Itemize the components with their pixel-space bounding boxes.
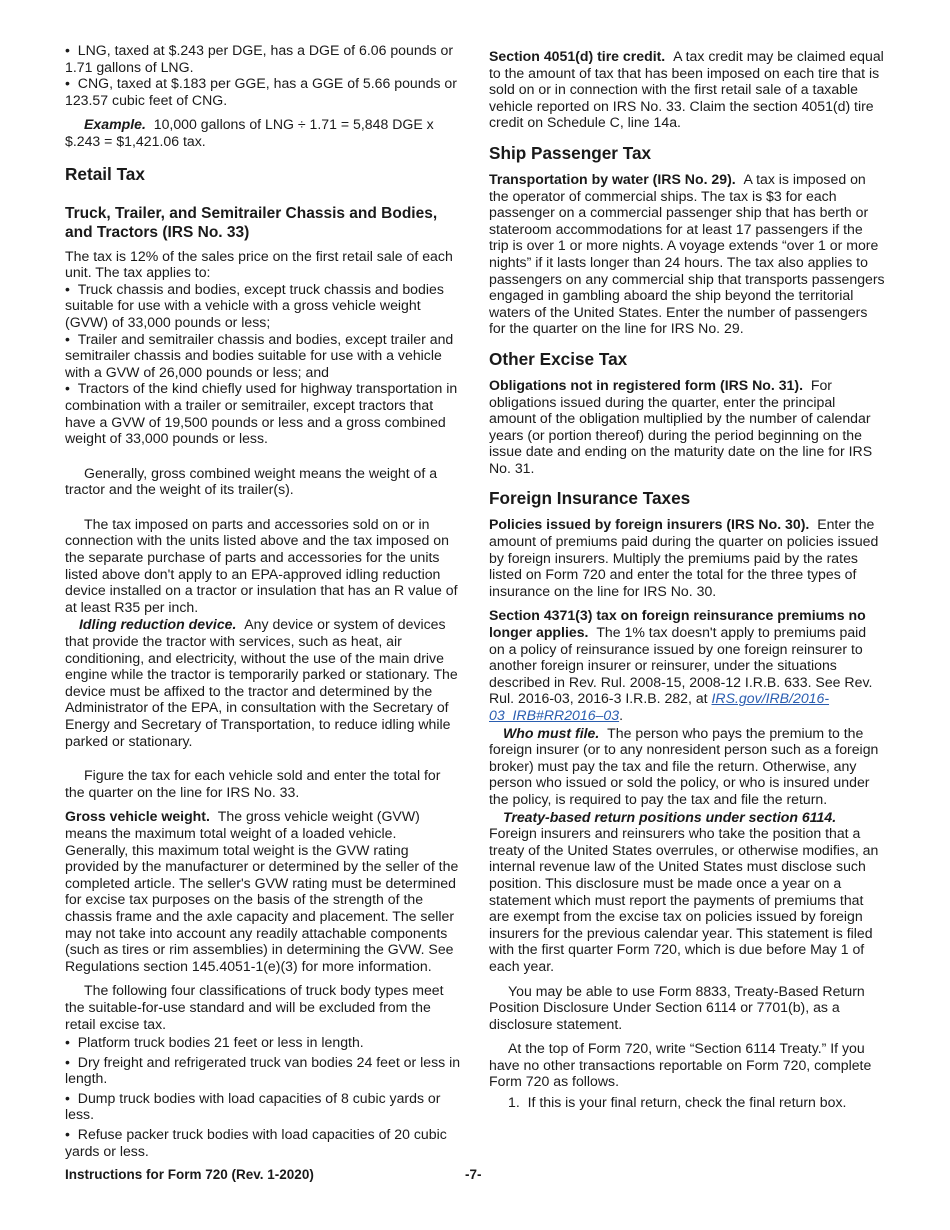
ship-passenger-paragraph [489,171,885,337]
tire-credit-label: Section 4051(d) tire credit. [489,48,666,64]
list-item: • Trailer and semitrailer chassis and bodies, except trailer and semitrailer chassis and bodies suitable for use with a vehicle with a GVW of 26,000 pounds or less; and [65,331,461,381]
reinsurance-end: . [619,707,623,723]
policies-text: Enter the amount of premiums paid during the quarter on policies issued by foreign insurers. Multiply the premiums paid by the rates listed on Form 720 and enter the total for the three types of insurance on the line for IRS No. 30. [489,516,879,599]
gvw-label: Gross vehicle weight. [65,808,210,825]
revenue-ruling-link[interactable]: IRS.gov/IRB/2016-03_IRB#RR2016–03 [489,690,830,723]
tire-credit-text: A tax credit may be claimed equal to the amount of tax that has been imposed on each tire that is sold on or in connection with the first retail sale of a taxable vehicle reported on IRS No. 33. Claim the section 4051(d) tire credit on Schedule C, line 14a. [489,48,884,131]
other-excise-heading: Other Excise Tax [489,348,628,369]
example-paragraph [65,116,461,149]
footer-title: Instructions for Form 720 (Rev. 1-2020) [65,1167,314,1182]
classification-paragraph: The following four classifications of truck body types meet the suitable-for-use standard and will be excluded from the retail excise tax. [65,982,444,1032]
gvw-paragraph [65,808,461,974]
example-text: 10,000 gallons of LNG ÷ 1.71 = 5,848 DGE x $.243 = $1,421.06 tax. [65,116,434,149]
truck-bullet-list [65,281,461,447]
list-item: • LNG, taxed at $.243 per DGE, has a DGE of 6.06 pounds or 1.71 gallons of LNG. [65,42,461,75]
body-type-bullet-list [65,1034,461,1159]
idling-text: Any device or system of devices that provide the tractor with services, such as heat, air conditioning, and electricity, without the use of the main drive engine while the tractor is temporarily parked or stationary. The device must be affixed to the tractor and determined by the Administrator of the EPA, in consultation with the Secretary of Energy and Secretary of Transportation, to reduce idling while parked or stationary. [65,616,458,749]
left-column [65,42,461,1159]
list-item: • Dry freight and refrigerated truck van bodies 24 feet or less in length. [65,1054,461,1087]
truck-intro: The tax is 12% of the sales price on the first retail sale of each unit. The tax applies to: [65,247,453,281]
who-must-file-label: Who must file. [503,724,600,741]
tire-credit-paragraph [489,48,885,131]
gross-combined-paragraph: Generally, gross combined weight means the weight of a tractor and the weight of its trailer(s). [65,464,438,498]
foreign-insurance-heading: Foreign Insurance Taxes [489,488,691,509]
top-of-form-paragraph: At the top of Form 720, write “Section 6114 Treaty.” If you have no other transactions reportable on Form 720, complete Form 720 as follows. [489,1040,872,1090]
list-item: • Dump truck bodies with load capacities of 8 cubic yards or less. [65,1090,461,1123]
list-item: • Truck chassis and bodies, except truck chassis and bodies suitable for use with a vehicle with a gross vehicle weight (GVW) of 33,000 pounds or less; [65,281,461,331]
policies-label: Policies issued by foreign insurers (IRS No. 30). [489,516,810,533]
idling-label: Idling reduction device. [79,616,237,633]
ship-passenger-heading: Ship Passenger Tax [489,142,652,163]
page-footer [65,1167,885,1187]
reinsurance-label: Section 4371(3) tax on foreign reinsurance premiums no longer applies. [489,607,866,641]
form-8833-paragraph: You may be able to use Form 8833, Treaty-Based Return Position Disclosure Under Section 6114 or 7701(b), as a disclosure statement. [489,982,865,1032]
policies-paragraph [489,516,885,599]
list-item: • Refuse packer truck bodies with load capacities of 20 cubic yards or less. [65,1126,461,1159]
figure-paragraph: Figure the tax for each vehicle sold and enter the total for the quarter on the line for IRS No. 33. [65,767,441,800]
obligations-paragraph [489,377,885,477]
right-column [489,48,885,1111]
page-number: -7- [465,1167,482,1182]
parts-paragraph: The tax imposed on parts and accessories sold on or in connection with the units listed above and the tax imposed on the separate purchase of parts and accessories for the units listed above don't apply to an EPA-approved idling reduction device installed on a tractor or insulation that has an R value of at least R35 per inch. [65,515,458,615]
obligations-label: Obligations not in registered form (IRS No. 31). [489,376,804,393]
who-must-file-text: The person who pays the premium to the foreign insurer (or to any nonresident person such as a foreign broker) must pay the tax and file the return. Otherwise, any person who issued or sold the policy, or who is insured under the policy, is required to pay the tax and file the return. [489,724,879,807]
treaty-label: Treaty-based return positions under section 6114. [503,808,837,825]
retail-tax-heading: Retail Tax [65,163,145,184]
gvw-text: The gross vehicle weight (GVW) means the maximum total weight of a loaded vehicle. Generally, this maximum total weight is the GVW rating provided by the manufacturer or determined by the seller of the completed article. The seller's GVW rating must be determined for excise tax purposes on the basis of the strength of the chassis frame and the axle capacity and placement. The seller may not take into account any readily attachable components (such as tires or rim assemblies) in determining the GVW. See Regulations section 145.4051-1(e)(3) for more information. [65,808,459,974]
obligations-text: For obligations issued during the quarter, enter the principal amount of the obligation multiplied by the number of calendar years (or portion thereof) during the period beginning on the issue date and ending on the maturity date on the line for IRS No. 31. [489,376,873,476]
truck-heading: Truck, Trailer, and Semitrailer Chassis and Bodies, and Tractors (IRS No. 33) [65,204,438,241]
idling-paragraph [65,616,461,749]
who-must-file-paragraph [489,725,885,808]
step-1-item: 1. If this is your final return, check the final return box. [508,1094,847,1111]
list-item: • Tractors of the kind chiefly used for highway transportation in combination with a trailer or semitrailer, except tractors that have a GVW of 19,500 pounds or less and a gross combined weight of 33,000 pounds or less. [65,380,461,446]
list-item: • CNG, taxed at $.183 per GGE, has a GGE of 5.66 pounds or 123.57 cubic feet of CNG. [65,75,461,108]
reinsurance-text: The 1% tax doesn't apply to premiums paid on a policy of reinsurance issued by one foreign reinsurer to another foreign insurer or reinsurer, under the situations described in Rev. Rul. 2008-15, 2008-12 I.R.B. 633. See Rev. Rul. 2016-03, 2016-3 I.R.B. 282, at [489,624,873,707]
treaty-text: Foreign insurers and reinsurers who take the position that a treaty of the United States overrules, or otherwise modifies, an internal revenue law of the United States must disclose such position. This disclosure must be made once a year on a statement which must report the payments of premiums that are exempt from the excise tax on policies issued by foreign insurers for the previous calendar year. This statement is filed with the first quarter Form 720, which is due before May 1 of each year. [489,825,879,974]
ship-passenger-label: Transportation by water (IRS No. 29). [489,170,736,187]
fuel-bullet-list [65,42,461,108]
list-item: • Platform truck bodies 21 feet or less in length. [65,1034,461,1051]
ship-passenger-text: A tax is imposed on the operator of commercial ships. The tax is $3 for each passenger on a commercial passenger ship that has berth or stateroom accommodations for at least 17 passengers if the trip is over 1 or more nights. A voyage extends “over 1 or more nights” if it lasts longer than 24 hours. The tax also applies to passengers on any commercial ship that transports passengers engaged in gambling aboard the ship beyond the territorial waters of the United States. Enter the number of passengers for the quarter on the line for IRS No. 29. [489,170,885,337]
example-label: Example. [84,116,146,133]
reinsurance-paragraph [489,607,885,723]
treaty-paragraph [489,809,885,975]
